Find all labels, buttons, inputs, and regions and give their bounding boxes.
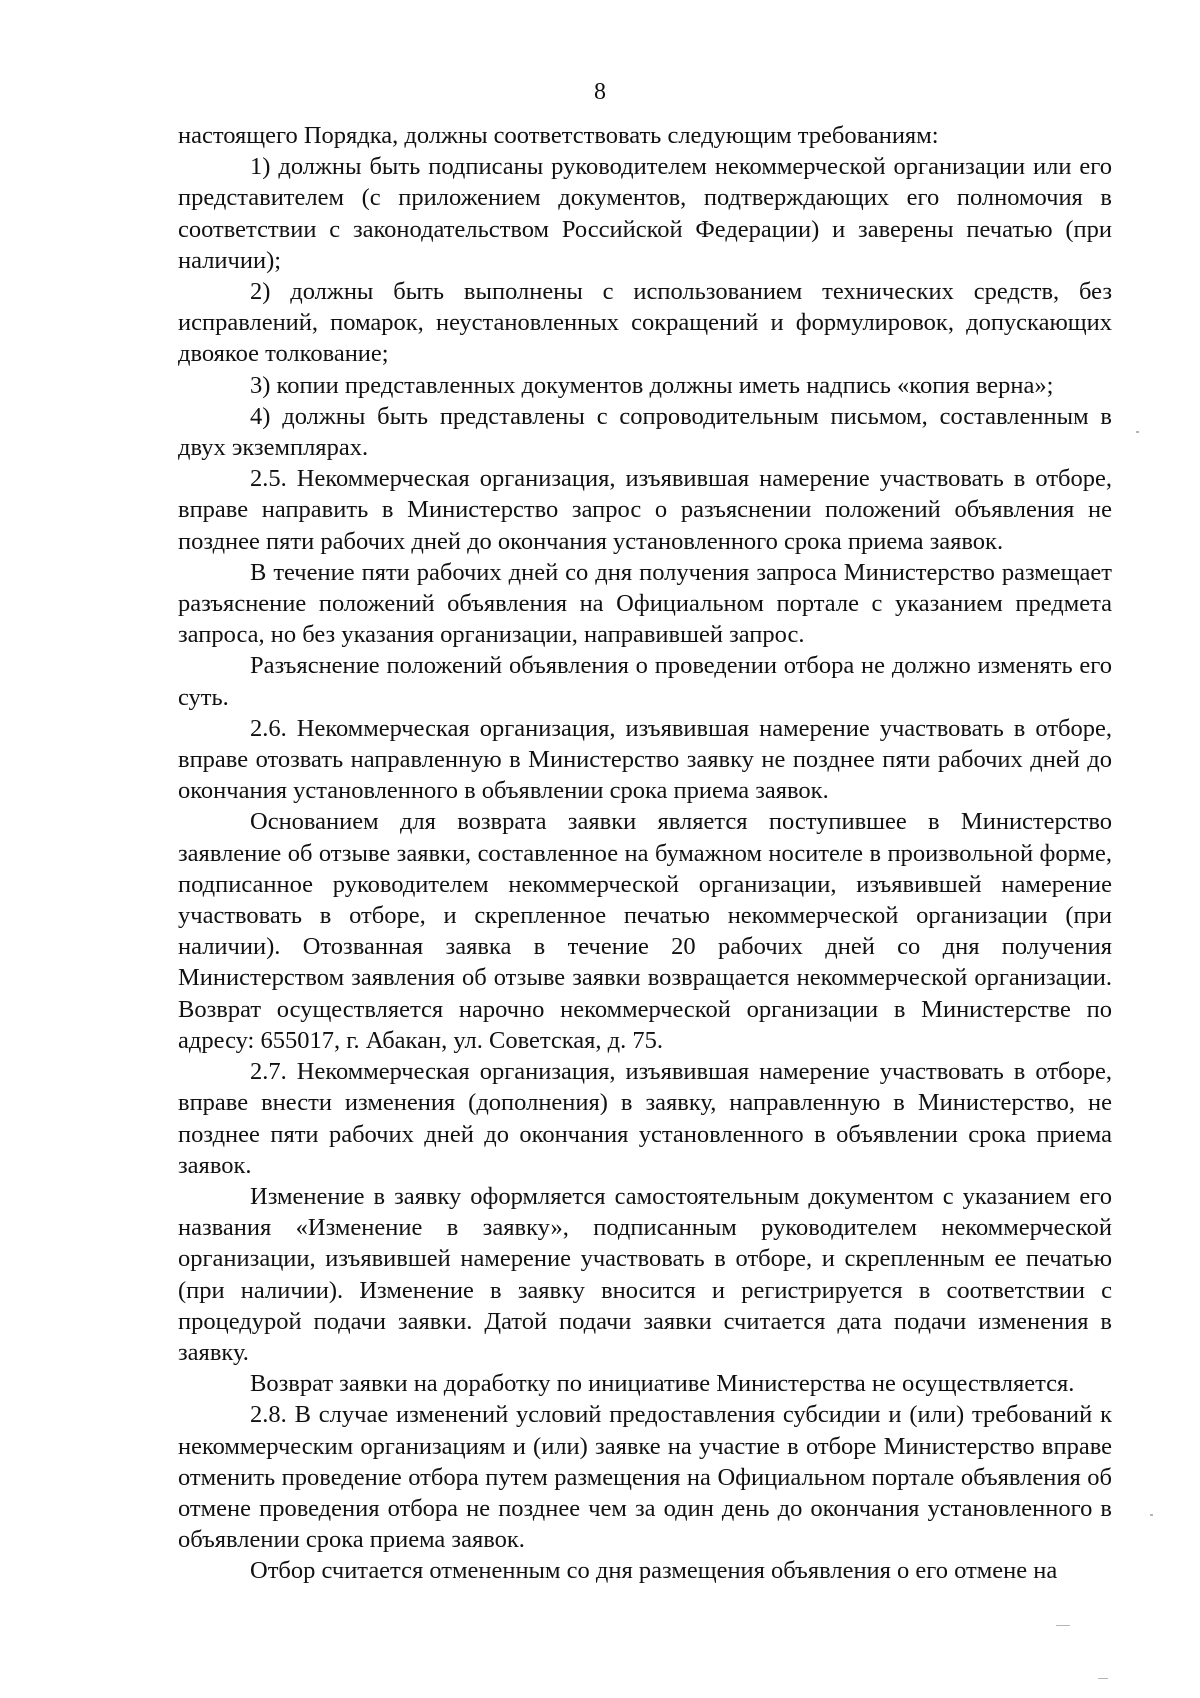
paragraph-2-5: 2.5. Некоммерческая организация, изъявившая намерение участвовать в отборе, вправе направить в Министерство запрос о разъяснении положений объявления не позднее пяти рабочих дней до окончания установленного срока приема заявок.: [178, 465, 1112, 555]
paragraph-requirement-2: 2) должны быть выполнены с использованием технических средств, без исправлений, помарок, неустановленных сокращений и формулировок, допускающих двоякое толкование;: [178, 278, 1112, 368]
paragraph-2-8: 2.8. В случае изменений условий предоставления субсидии и (или) требований к некоммерческим организациям и (или) заявке на участие в отборе Министерство вправе отменить проведение отбора путем размещения на Официальном портале объявления об отмене проведения отбора не позднее чем за один день до окончания установленного в объявлении срока приема заявок.: [178, 1401, 1112, 1554]
paragraph-2-7-amendment: Изменение в заявку оформляется самостоятельным документом с указанием его названия «Изменение в заявку», подписанным руководителем некоммерческой организации, изъявившей намерение участвовать в отборе, и скрепленным ее печатью (при наличии). Изменение в заявку вносится и регистрируется в соответствии с процедурой подачи заявки. Датой подачи заявки считается дата подачи изменения в заявку.: [178, 1182, 1112, 1366]
paragraph-2-7-no-return: Возврат заявки на доработку по инициативе Министерства не осуществляется.: [250, 1370, 1075, 1398]
paragraph-requirement-4: 4) должны быть представлены с сопроводительным письмом, составленным в двух экземплярах.: [178, 402, 1112, 462]
paragraph-2-7: 2.7. Некоммерческая организация, изъявившая намерение участвовать в отборе, вправе внести изменения (дополнения) в заявку, направленную в Министерство, не позднее пяти рабочих дней до окончания установленного в объявлении срока приема заявок.: [178, 1058, 1112, 1179]
paragraph-2-5-essence: Разъяснение положений объявления о проведении отбора не должно изменять его суть.: [178, 652, 1112, 711]
paragraph-2-5-clarification: В течение пяти рабочих дней со дня получения запроса Министерство размещает разъяснение положений объявления на Официальном портале с указанием предмета запроса, но без указания организации, направившей запрос.: [178, 558, 1112, 649]
page-number: 8: [594, 79, 606, 105]
scan-speck: [1056, 1625, 1070, 1626]
paragraph-2-6: 2.6. Некоммерческая организация, изъявившая намерение участвовать в отборе, вправе отозвать направленную в Министерство заявку не позднее пяти рабочих дней до окончания установленного в объявлении срока приема заявок.: [178, 714, 1112, 805]
paragraph-requirement-3: 3) копии представленных документов должны иметь надпись «копия верна»;: [250, 371, 1054, 399]
scan-speck: [1136, 431, 1139, 433]
paragraph-continuation: настоящего Порядка, должны соответствовать следующим требованиям:: [178, 122, 939, 149]
scan-speck: [1098, 1678, 1108, 1679]
document-body: [178, 120, 1112, 1587]
scan-speck: [1150, 1514, 1153, 1516]
paragraph-2-8-cancellation: Отбор считается отмененным со дня размещения объявления о его отмене на: [250, 1557, 1058, 1585]
paragraph-requirement-1: 1) должны быть подписаны руководителем некоммерческой организации или его представителем (с приложением документов, подтверждающих его полномочия в соответствии с законодательством Российской Федерации) и заверены печатью (при наличии);: [178, 153, 1112, 274]
paragraph-2-6-withdrawal: Основанием для возврата заявки является поступившее в Министерство заявление об отзыве заявки, составленное на бумажном носителе в произвольной форме, подписанное руководителем некоммерческой организации, изъявившей намерение участвовать в отборе, и скрепленное печатью некоммерческой организации (при наличии). Отозванная заявка в течение 20 рабочих дней со дня получения Министерством заявления об отзыве заявки возвращается некоммерческой организации. Возврат осуществляется нарочно некоммерческой организации в Министерстве по адресу: 655017, г. Абакан, ул. Советская, д. 75.: [178, 808, 1112, 1054]
